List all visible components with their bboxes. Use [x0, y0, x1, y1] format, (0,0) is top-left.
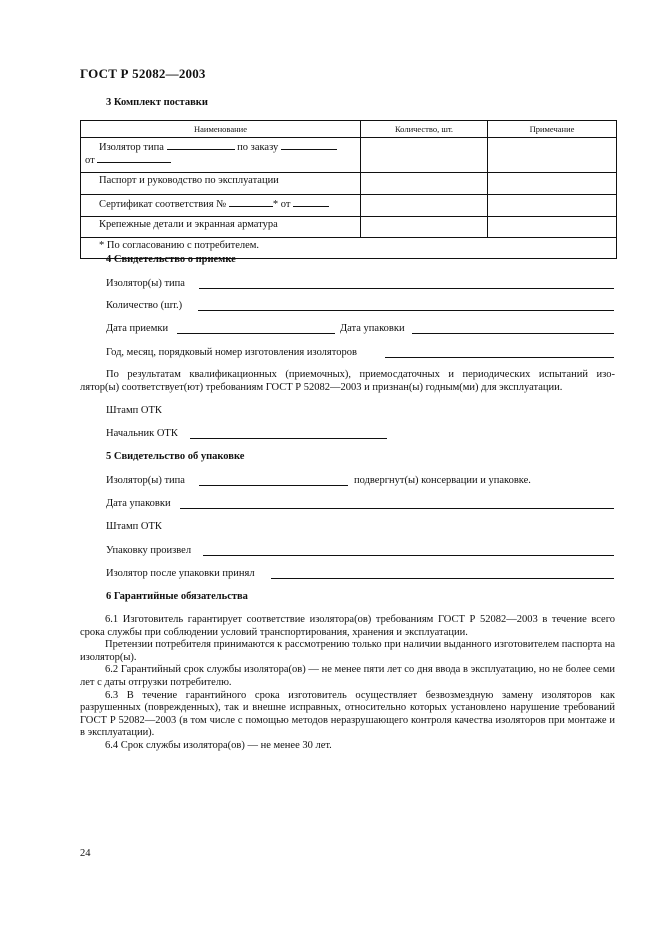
blank-line — [281, 140, 337, 150]
acceptance-paragraph-line-1: По результатам квалификационных (приемочных), приемосдаточных и периодических испытаний изо- — [106, 369, 615, 380]
warranty-paragraph-6-1: 6.1 Изготовитель гарантирует соответствие изолятора(ов) требованиям ГОСТ Р 52082—2003 в течение всего срока службы при соблюдении условий транспортирования, хранения и эксплуатации. — [80, 614, 615, 638]
packing-date-line-2 — [180, 508, 614, 509]
blank-line — [97, 153, 171, 163]
otk-stamp-label-2: Штамп ОТК — [106, 521, 162, 532]
table-cell — [488, 217, 617, 238]
table-row — [81, 138, 617, 173]
accepted-after-packing-line — [271, 578, 614, 579]
col-header-quantity: Количество, шт. — [361, 121, 488, 138]
table-cell — [361, 217, 488, 238]
packing-type-label: Изолятор(ы) типа — [106, 475, 185, 486]
manufacture-number-label: Год, месяц, порядковый номер изготовления изоляторов — [106, 347, 357, 358]
delivery-kit-table — [80, 120, 617, 259]
packing-preserved-text: подвергнут(ы) консервации и упаковке. — [354, 475, 531, 486]
packed-by-line — [203, 555, 614, 556]
table-cell — [361, 173, 488, 195]
manufacture-number-line — [385, 357, 614, 358]
warranty-text — [80, 614, 615, 753]
blank-line — [229, 197, 273, 207]
accepted-after-packing-label: Изолятор после упаковки принял — [106, 568, 255, 579]
acceptance-type-label: Изолятор(ы) типа — [106, 278, 185, 289]
col-header-note: Примечание — [488, 121, 617, 138]
warranty-paragraph-claims: Претензии потребителя принимаются к рассмотрению только при наличии выданного изготовителем паспорта на изолятор(ы). — [80, 639, 615, 663]
row3-label-from: * от — [272, 199, 291, 210]
table-header-row — [81, 121, 617, 138]
otk-chief-line — [190, 438, 387, 439]
row1-label-from: от — [85, 155, 95, 166]
warranty-paragraph-6-3: 6.3 В течение гарантийного срока изготовитель осуществляет безвозмездную замену изоляторов как разрушенных (поврежденных), так и внешне исправных, относительно которых установлено нарушение требований ГОСТ Р 52082—2003 (в том числе с помощью методов неразрушающего контроля качества изоляторов при монтаже и в эксплуатации). — [80, 689, 615, 739]
section-5-title: 5 Свидетельство об упаковке — [106, 451, 245, 462]
otk-chief-label: Начальник ОТК — [106, 428, 178, 439]
acceptance-type-line — [199, 288, 614, 289]
warranty-paragraph-6-2: 6.2 Гарантийный срок службы изолятора(ов) — не менее пяти лет со дня ввода в эксплуатацию, но не более семи лет с даты отгрузки потребителю. — [80, 664, 615, 688]
row3-label-cert: Сертификат соответствия № — [99, 199, 227, 210]
packed-by-label: Упаковку произвел — [106, 545, 192, 556]
packing-date-line — [412, 333, 614, 334]
table-cell — [361, 138, 488, 173]
section-4-title: 4 Свидетельство о приемке — [106, 254, 236, 265]
blank-line — [293, 197, 329, 207]
table-cell — [488, 195, 617, 217]
packing-date-label: Дата упаковки — [340, 323, 405, 334]
table-row — [81, 173, 617, 195]
document-header: ГОСТ Р 52082—2003 — [80, 66, 206, 81]
table-cell — [488, 173, 617, 195]
warranty-paragraph-6-4: 6.4 Срок службы изолятора(ов) — не менее 30 лет. — [105, 739, 332, 751]
section-3-title: 3 Комплект поставки — [106, 97, 208, 108]
table-footnote: * По согласованию с потребителем. — [81, 238, 617, 259]
table-row — [81, 195, 617, 217]
acceptance-quantity-label: Количество (шт.) — [106, 300, 183, 311]
table-row — [81, 217, 617, 238]
row1-label-type: Изолятор типа — [99, 142, 164, 153]
page-number: 24 — [80, 848, 91, 859]
acceptance-quantity-line — [198, 310, 614, 311]
packing-date-label-2: Дата упаковки — [106, 498, 171, 509]
acceptance-paragraph-line-2: лятор(ы) соответствует(ют) требованиям ГОСТ Р 52082—2003 и признан(ы) годным(ми) для эксплуатации. — [80, 382, 563, 393]
row2-label: Паспорт и руководство по эксплуатации — [81, 173, 361, 195]
acceptance-date-label: Дата приемки — [106, 323, 169, 334]
row1-label-order: по заказу — [237, 142, 279, 153]
packing-type-line — [199, 485, 348, 486]
table-cell — [488, 138, 617, 173]
blank-line — [167, 140, 235, 150]
otk-stamp-label: Штамп ОТК — [106, 405, 162, 416]
row4-label: Крепежные детали и экранная арматура — [81, 217, 361, 238]
col-header-name: Наименование — [81, 121, 361, 138]
section-6-title: 6 Гарантийные обязательства — [106, 591, 248, 602]
table-cell — [361, 195, 488, 217]
acceptance-date-line — [177, 333, 335, 334]
